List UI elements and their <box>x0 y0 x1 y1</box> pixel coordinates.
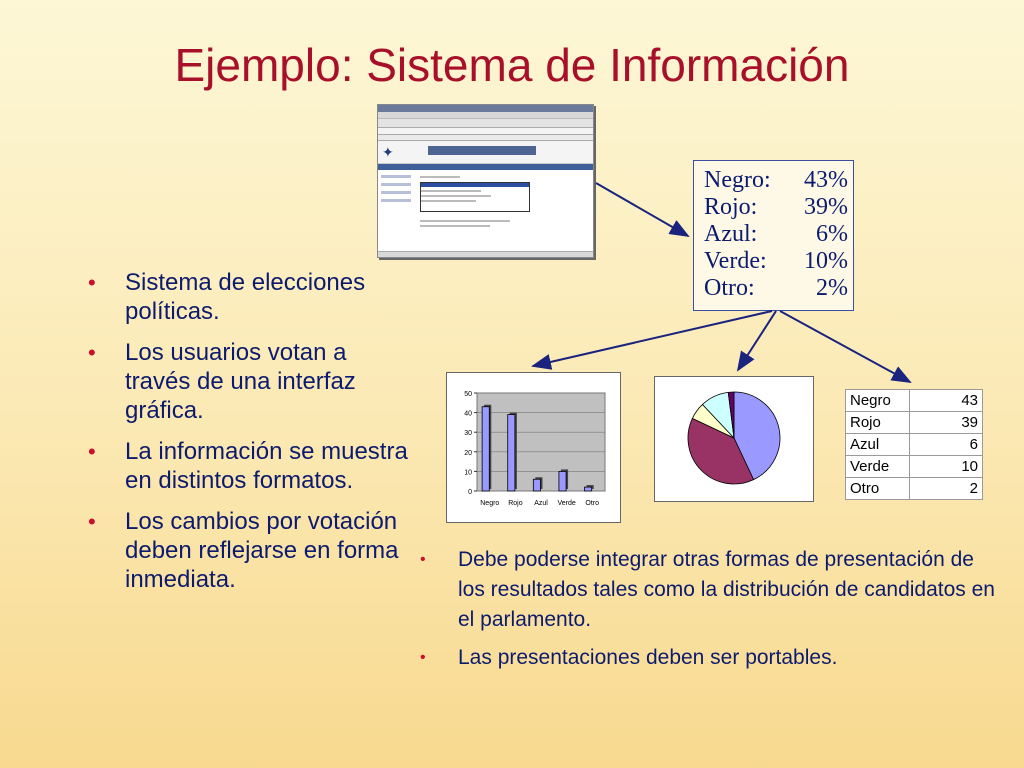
table-cell-value: 10 <box>910 456 983 478</box>
slide-title: Ejemplo: Sistema de Información <box>174 39 850 91</box>
bullet-text: Las presentaciones deben ser portables. <box>458 646 838 669</box>
bar-chart-box <box>446 372 621 523</box>
table-row <box>846 434 983 456</box>
bar-xtick-label: Negro <box>480 500 500 507</box>
bar-chart <box>447 373 620 522</box>
result-label: Rojo: <box>704 194 758 220</box>
bullet-item <box>420 545 1000 635</box>
bar <box>482 407 489 491</box>
result-label: Otro: <box>704 275 755 301</box>
bullet-dot-icon: • <box>420 551 426 568</box>
bar-plot-area <box>477 393 605 491</box>
results-table <box>845 389 983 500</box>
arrow-to-table <box>780 311 910 382</box>
table-cell-name: Azul <box>846 434 910 456</box>
table-row <box>846 456 983 478</box>
bullet-item <box>420 643 1000 673</box>
bar <box>533 479 540 491</box>
bar <box>585 487 592 491</box>
bullet-text: Sistema de elecciones políticas. <box>125 269 366 325</box>
result-label: Negro: <box>704 167 771 193</box>
table-cell-value: 2 <box>910 478 983 500</box>
bullet-dot-icon: • <box>420 649 426 666</box>
bar <box>559 471 566 491</box>
left-bullet-list <box>88 268 418 606</box>
bar-xtick-label: Verde <box>557 500 576 507</box>
bullet-item <box>88 268 418 326</box>
table-cell-name: Verde <box>846 456 910 478</box>
table-row <box>846 478 983 500</box>
bar <box>508 415 515 491</box>
bullet-dot-icon: • <box>88 340 96 365</box>
table-row <box>846 412 983 434</box>
arrow-browser-to-results <box>596 183 688 236</box>
table-cell-name: Otro <box>846 478 910 500</box>
result-value: 2% <box>816 275 848 301</box>
bullet-item <box>88 507 418 594</box>
result-label: Verde: <box>704 248 767 274</box>
table-cell-name: Rojo <box>846 412 910 434</box>
bullet-item <box>88 338 418 425</box>
result-value: 39% <box>804 194 848 220</box>
result-value: 6% <box>816 221 848 247</box>
bar-ytick-label: 40 <box>464 410 472 418</box>
table-row <box>846 390 983 412</box>
bar-xtick-label: Otro <box>585 500 600 507</box>
bar-ytick-label: 30 <box>464 430 472 438</box>
bottom-bullet-list <box>420 545 1000 681</box>
bullet-dot-icon: • <box>88 439 96 464</box>
table-cell-name: Negro <box>846 390 910 412</box>
bar-ytick-label: 20 <box>464 449 472 457</box>
table-cell-value: 39 <box>910 412 983 434</box>
table-cell-value: 6 <box>910 434 983 456</box>
bullet-text: Los usuarios votan a través de una interfaz gráfica. <box>125 339 356 424</box>
bar-xtick-label: Rojo <box>508 500 523 507</box>
table-cell-value: 43 <box>910 390 983 412</box>
bullet-dot-icon: • <box>88 270 96 295</box>
bullet-text: La información se muestra en distintos formatos. <box>125 438 408 494</box>
bullet-item <box>88 437 418 495</box>
bar-ytick-label: 50 <box>464 391 472 398</box>
compass-logo-icon: ✦ <box>382 144 394 160</box>
bar-ytick-label: 10 <box>464 469 472 477</box>
arrow-to-pie-chart <box>738 311 776 370</box>
pie-chart <box>655 377 813 501</box>
result-value: 43% <box>804 167 848 193</box>
bar-ytick-label: 0 <box>468 489 472 496</box>
bullet-text: Los cambios por votación deben reflejarse en forma inmediata. <box>125 508 399 593</box>
arrow-to-bar-chart <box>533 311 772 366</box>
result-value: 10% <box>804 248 848 274</box>
bullet-text: Debe poderse integrar otras formas de presentación de los resultados tales como la distribución de candidatos en el parlamento. <box>458 548 995 631</box>
bar-xtick-label: Azul <box>534 500 548 507</box>
bullet-dot-icon: • <box>88 509 96 534</box>
pie-chart-box <box>654 376 814 502</box>
result-label: Azul: <box>704 221 758 247</box>
